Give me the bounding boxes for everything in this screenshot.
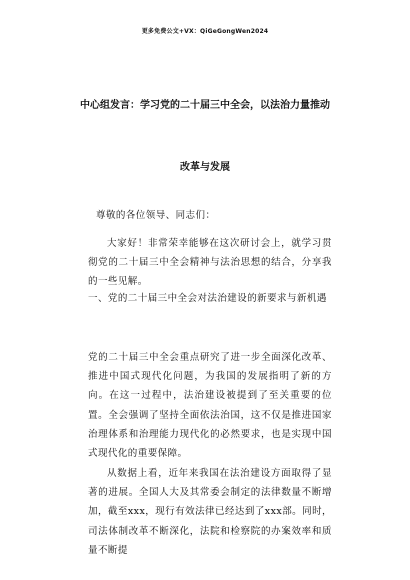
paragraph-data-progress: 从数据上看，近年来我国在法治建设方面取得了显著的进展。全国人大及其常委会制定的法律数量不断增加，截至xxx，现行有效法律已经达到了xxx部。同时，司法体制改革不断深化，法院和检察院的办案效率和质量不断提	[88, 468, 332, 556]
section-heading-1: 一、党的二十届三中全会对法治建设的新要求与新机遇	[88, 293, 327, 304]
header-note: 更多免费公文+VX：QiGeGongWen2024	[141, 28, 269, 35]
paragraph-section-1-body: 党的二十届三中全会重点研究了进一步全面深化改革、推进中国式现代化问题，为我国的发展指明了新的方向。在这一过程中，法治建设被提到了至关重要的位置。全会强调了坚持全面依法治国，这不仅是推进国家治理体系和治理能力现代化的必然要求，也是实现中国式现代化的重要保障。	[88, 352, 332, 460]
paragraph-intro: 大家好！非常荣幸能够在这次研讨会上，就学习贯彻党的二十届三中全会精神与法治思想的结合，分享我的一些见解。	[88, 238, 332, 288]
salutation: 尊敬的各位领导、同志们：	[96, 210, 216, 221]
document-title-line-2: 改革与发展	[180, 162, 230, 173]
document-title-line-1: 中心组发言：学习党的二十届三中全会，以法治力量推动	[80, 100, 330, 111]
